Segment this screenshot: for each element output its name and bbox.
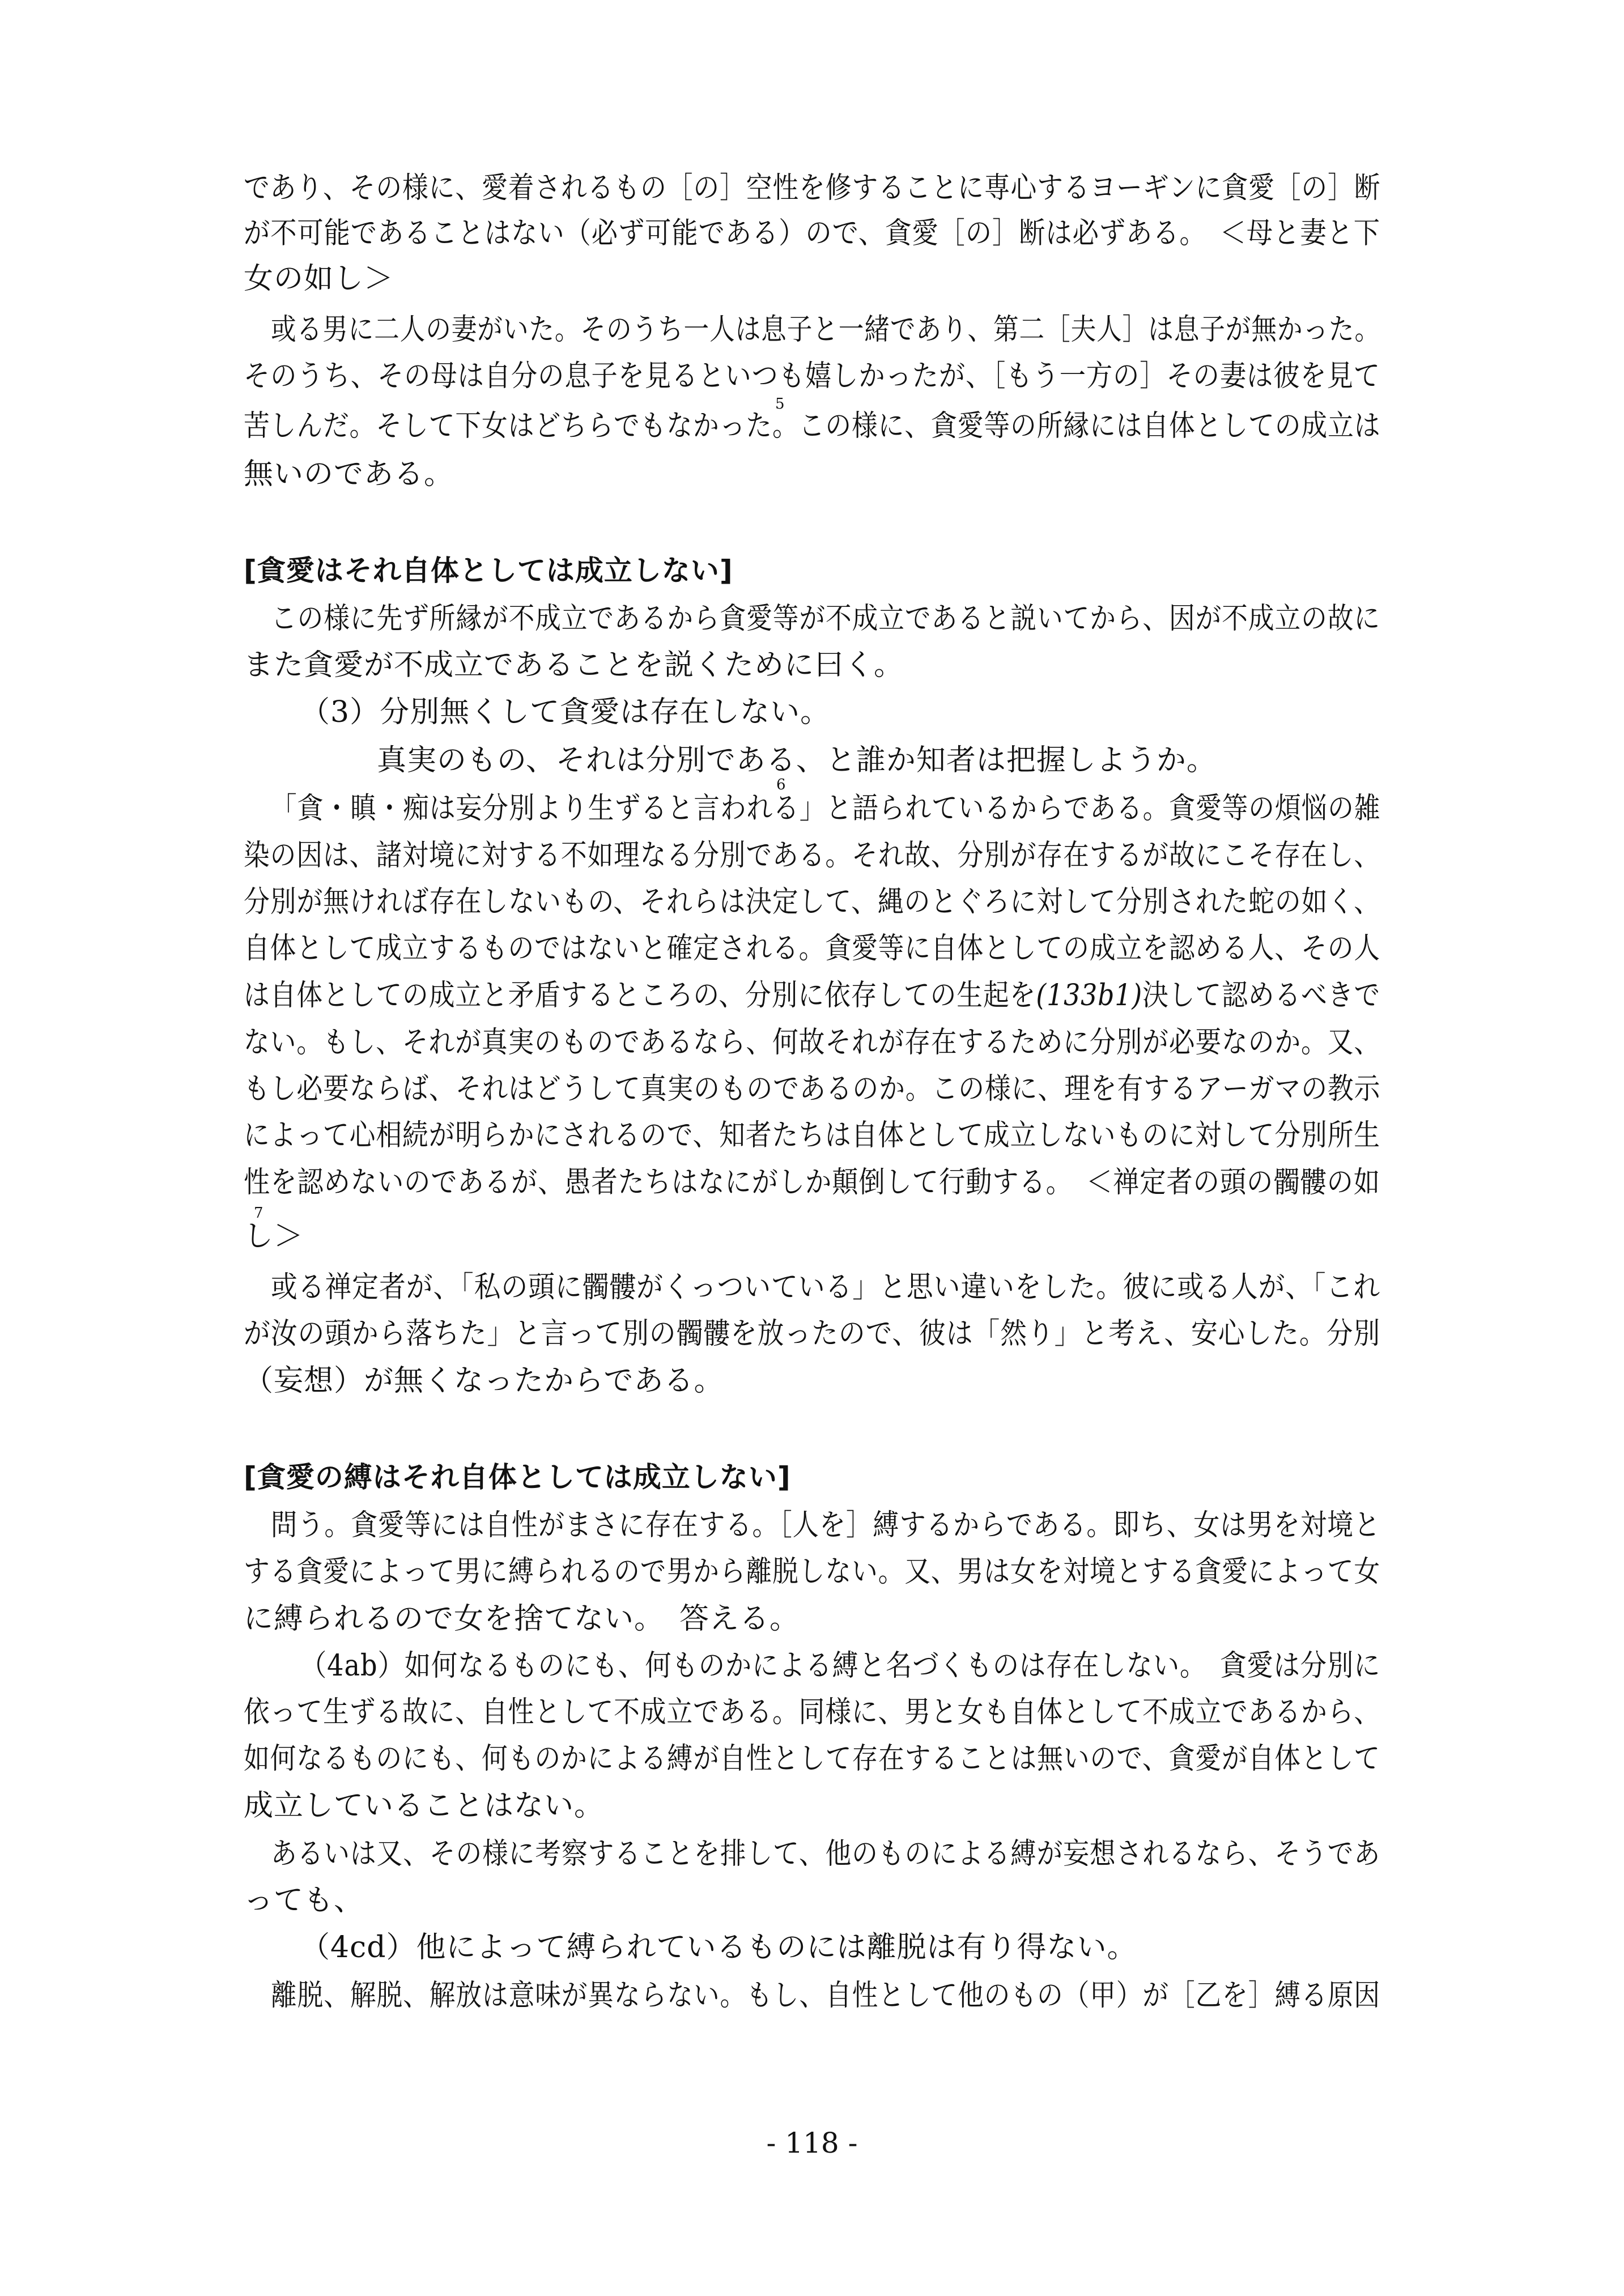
text-line: この様に先ず所縁が不成立であるから貪愛等が不成立であると説いてから、因が不成立の故に xyxy=(271,602,1381,636)
text-span: 決して認めるべきで xyxy=(1142,979,1381,1013)
text-line: 如何なるものにも、何ものかによる縛が自性として存在することは無いので、貪愛が自体として xyxy=(244,1742,1380,1776)
text-line: っても、 xyxy=(244,1883,364,1917)
footnote-marker: 6 xyxy=(776,776,786,793)
text-line: する貪愛によって男に縛られるので男から離脱しない。又、男は女を対境とする貪愛によって女 xyxy=(244,1555,1381,1589)
text-line: 無いのである。 xyxy=(244,457,454,491)
text-line: 染の因は、諸対境に対する不如理なる分別である。それ故、分別が存在するが故にこそ存在し、 xyxy=(244,839,1381,873)
footnote-marker: 5 xyxy=(775,396,785,413)
verse-line: （4ab）如何なるものにも、何ものかによる縛と名づくものは存在しない。 貪愛は分別に xyxy=(300,1649,1381,1683)
text-line xyxy=(244,977,1380,1014)
text-line: 女の如し＞ xyxy=(244,262,394,296)
text-line: 問う。貪愛等には自性がまさに存在する。［人を］縛するからである。即ち、女は男を対境と xyxy=(271,1508,1381,1542)
text-line: 「貪・瞋・痴は妄分別より生ずると言われる」と語られているからである。貪愛等の煩悩の雑 xyxy=(271,792,1381,826)
text-line: 性を認めないのであるが、愚者たちはなにがしか顛倒して行動する。 ＜禅定者の頭の髑髏の如 xyxy=(244,1166,1381,1200)
text-line: （妄想）が無くなったからである。 xyxy=(244,1364,724,1398)
verse-line: 真実のもの、それは分別である、と誰か知者は把握しようか。 xyxy=(377,743,1217,777)
text-line: 分別が無ければ存在しないもの、それらは決定して、縄のとぐろに対して分別された蛇の如く、 xyxy=(244,885,1380,919)
text-line: が汝の頭から落ちた」と言って別の髑髏を放ったので、彼は「然り」と考え、安心した。分別 xyxy=(244,1317,1381,1351)
text-line: 或る男に二人の妻がいた。そのうち一人は息子と一緒であり、第二［夫人］は息子が無かった。 xyxy=(271,313,1381,347)
section-heading: [貪愛の縛はそれ自体としては成立しない] xyxy=(244,1461,791,1494)
text-line: によって心相続が明らかにされるので、知者たちは自体として成立しないものに対して分別所生 xyxy=(244,1119,1380,1153)
text-line: 離脱、解脱、解放は意味が異ならない。もし、自性として他のもの（甲）が［乙を］縛る原因 xyxy=(271,1979,1381,2013)
folio-reference: (133b1) xyxy=(1036,979,1143,1013)
text-line: 自体として成立するものではないと確定される。貪愛等に自体としての成立を認める人、その人 xyxy=(244,932,1381,966)
text-line: 或る禅定者が、「私の頭に髑髏がくっついている」と思い違いをした。彼に或る人が、「これ xyxy=(271,1270,1380,1304)
text-line: であり、その様に、愛着されるもの［の］空性を修することに専心するヨーギンに貪愛［の］断 xyxy=(244,171,1381,205)
text-line: ない。もし、それが真実のものであるなら、何故それが存在するために分別が必要なのか。又、 xyxy=(244,1026,1381,1060)
text-line: 苦しんだ。そして下女はどちらでもなかった。この様に、貪愛等の所縁には自体としての成立は xyxy=(244,409,1381,443)
text-line: あるいは又、その様に考察することを排して、他のものによる縛が妄想されるなら、そうであ xyxy=(271,1837,1380,1871)
text-line: また貪愛が不成立であることを説くために曰く。 xyxy=(244,648,904,682)
text-line: そのうち、その母は自分の息子を見るといつも嬉しかったが、［もう一方の］その妻は彼を見て xyxy=(244,359,1381,393)
text-line: が不可能であることはない（必ず可能である）ので、貪愛［の］断は必ずある。 ＜母と妻と下 xyxy=(244,216,1380,250)
page-number: - 118 - xyxy=(766,2127,858,2159)
section-heading: [貪愛はそれ自体としては成立しない] xyxy=(244,554,733,587)
text-span: は自体としての成立と矛盾するところの、分別に依存しての生起を xyxy=(244,979,1036,1013)
text-line: 成立していることはない。 xyxy=(244,1789,605,1823)
text-line: 依って生ずる故に、自性として不成立である。同様に、男と女も自体として不成立であるから、 xyxy=(244,1695,1381,1729)
verse-line: （4cd）他によって縛られているものには離脱は有り得ない。 xyxy=(300,1931,1137,1965)
text-line: し＞ xyxy=(244,1219,304,1253)
text-line: もし必要ならば、それはどうして真実のものであるのか。この様に、理を有するアーガマの教示 xyxy=(244,1072,1381,1106)
verse-line: （3）分別無くして貪愛は存在しない。 xyxy=(300,695,831,729)
footnote-marker: 7 xyxy=(254,1205,263,1222)
text-line: に縛られるので女を捨てない。 答える。 xyxy=(244,1602,800,1636)
